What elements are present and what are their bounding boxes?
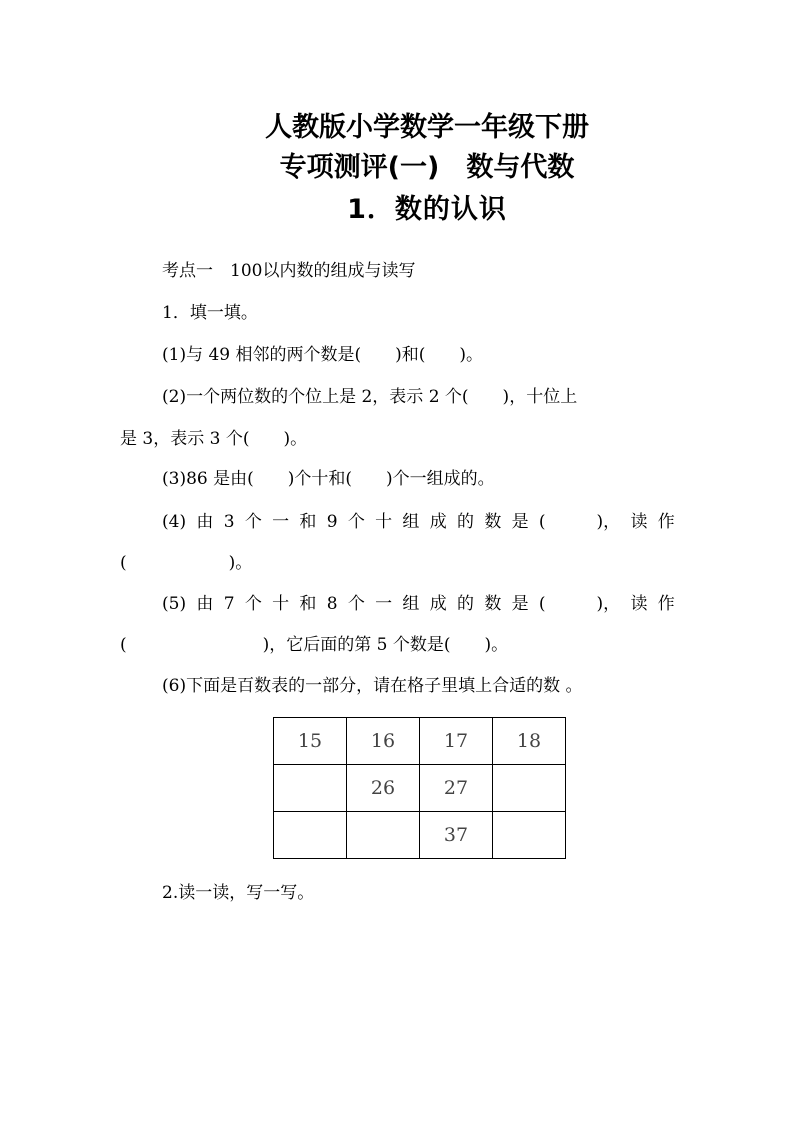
document-title: 人教版小学数学一年级下册 bbox=[265, 112, 589, 143]
hundred-table bbox=[273, 717, 566, 859]
justified-token: 是 bbox=[511, 512, 529, 532]
justified-token: (5) bbox=[162, 594, 187, 614]
justified-token: 由 bbox=[196, 594, 214, 614]
table-cell[interactable] bbox=[347, 812, 420, 859]
justified-token: 和 bbox=[299, 594, 317, 614]
document-subtitle: 专项测评(一) 数与代数 bbox=[279, 152, 575, 183]
justified-token: 数 bbox=[484, 594, 502, 614]
table-cell[interactable] bbox=[274, 765, 347, 812]
justified-token: 的 bbox=[457, 512, 475, 532]
justified-token: 个 bbox=[244, 512, 262, 532]
justified-token: 读 bbox=[630, 594, 648, 614]
table-cell: 26 bbox=[347, 765, 420, 812]
table-row bbox=[274, 765, 566, 812]
justified-token: 作 bbox=[657, 512, 675, 532]
table-cell: 27 bbox=[420, 765, 493, 812]
question-1-item-3: (3)86 是由( )个十和( )个一组成的。 bbox=[162, 469, 495, 489]
justified-token: 个 bbox=[347, 512, 365, 532]
justified-token: 9 bbox=[326, 512, 338, 532]
section-title: 1．数的认识 bbox=[347, 194, 507, 225]
justified-token: ( )， bbox=[538, 512, 621, 532]
question-2-heading: 2.读一读，写一写。 bbox=[162, 883, 315, 903]
table-row bbox=[274, 718, 566, 765]
justified-token: 成 bbox=[429, 512, 447, 532]
justified-token: 是 bbox=[511, 594, 529, 614]
justified-token: 和 bbox=[299, 512, 317, 532]
table-cell[interactable] bbox=[274, 812, 347, 859]
justified-token: ( )， bbox=[538, 594, 621, 614]
question-1-item-2-line-2: 是 3，表示 3 个( )。 bbox=[120, 429, 308, 449]
table-row bbox=[274, 812, 566, 859]
question-1-item-2-line-1: (2)一个两位数的个位上是 2，表示 2 个( )，十位上 bbox=[162, 387, 578, 407]
justified-token: 读 bbox=[630, 512, 648, 532]
justified-token: 作 bbox=[657, 594, 675, 614]
question-1-item-1: (1)与 49 相邻的两个数是( )和( )。 bbox=[162, 345, 484, 365]
justified-token: 8 bbox=[326, 594, 338, 614]
table-cell: 37 bbox=[420, 812, 493, 859]
justified-token: 7 bbox=[223, 594, 235, 614]
justified-token: (4) bbox=[162, 512, 187, 532]
table-cell: 16 bbox=[347, 718, 420, 765]
question-1-item-4-line-1 bbox=[162, 510, 675, 534]
topic-heading: 考点一 100以内数的组成与读写 bbox=[162, 261, 416, 281]
justified-token: 成 bbox=[429, 594, 447, 614]
justified-token: 数 bbox=[484, 512, 502, 532]
question-1-item-5-line-1 bbox=[162, 592, 675, 616]
question-1-heading: 1．填一填。 bbox=[162, 303, 258, 323]
justified-token: 组 bbox=[402, 594, 420, 614]
justified-token: 一 bbox=[375, 594, 393, 614]
table-cell[interactable] bbox=[493, 765, 566, 812]
question-1-item-4-line-2: ( )。 bbox=[120, 553, 253, 573]
justified-token: 十 bbox=[375, 512, 393, 532]
table-cell[interactable] bbox=[493, 812, 566, 859]
justified-token: 十 bbox=[272, 594, 290, 614]
justified-token: 组 bbox=[402, 512, 420, 532]
table-cell: 18 bbox=[493, 718, 566, 765]
question-1-item-6: (6)下面是百数表的一部分，请在格子里填上合适的数 。 bbox=[162, 676, 583, 696]
justified-token: 一 bbox=[272, 512, 290, 532]
table-cell: 15 bbox=[274, 718, 347, 765]
question-1-item-5-line-2: ( )，它后面的第 5 个数是( )。 bbox=[120, 635, 509, 655]
justified-token: 的 bbox=[457, 594, 475, 614]
table-cell: 17 bbox=[420, 718, 493, 765]
justified-token: 个 bbox=[347, 594, 365, 614]
justified-token: 3 bbox=[223, 512, 235, 532]
justified-token: 由 bbox=[196, 512, 214, 532]
justified-token: 个 bbox=[244, 594, 262, 614]
